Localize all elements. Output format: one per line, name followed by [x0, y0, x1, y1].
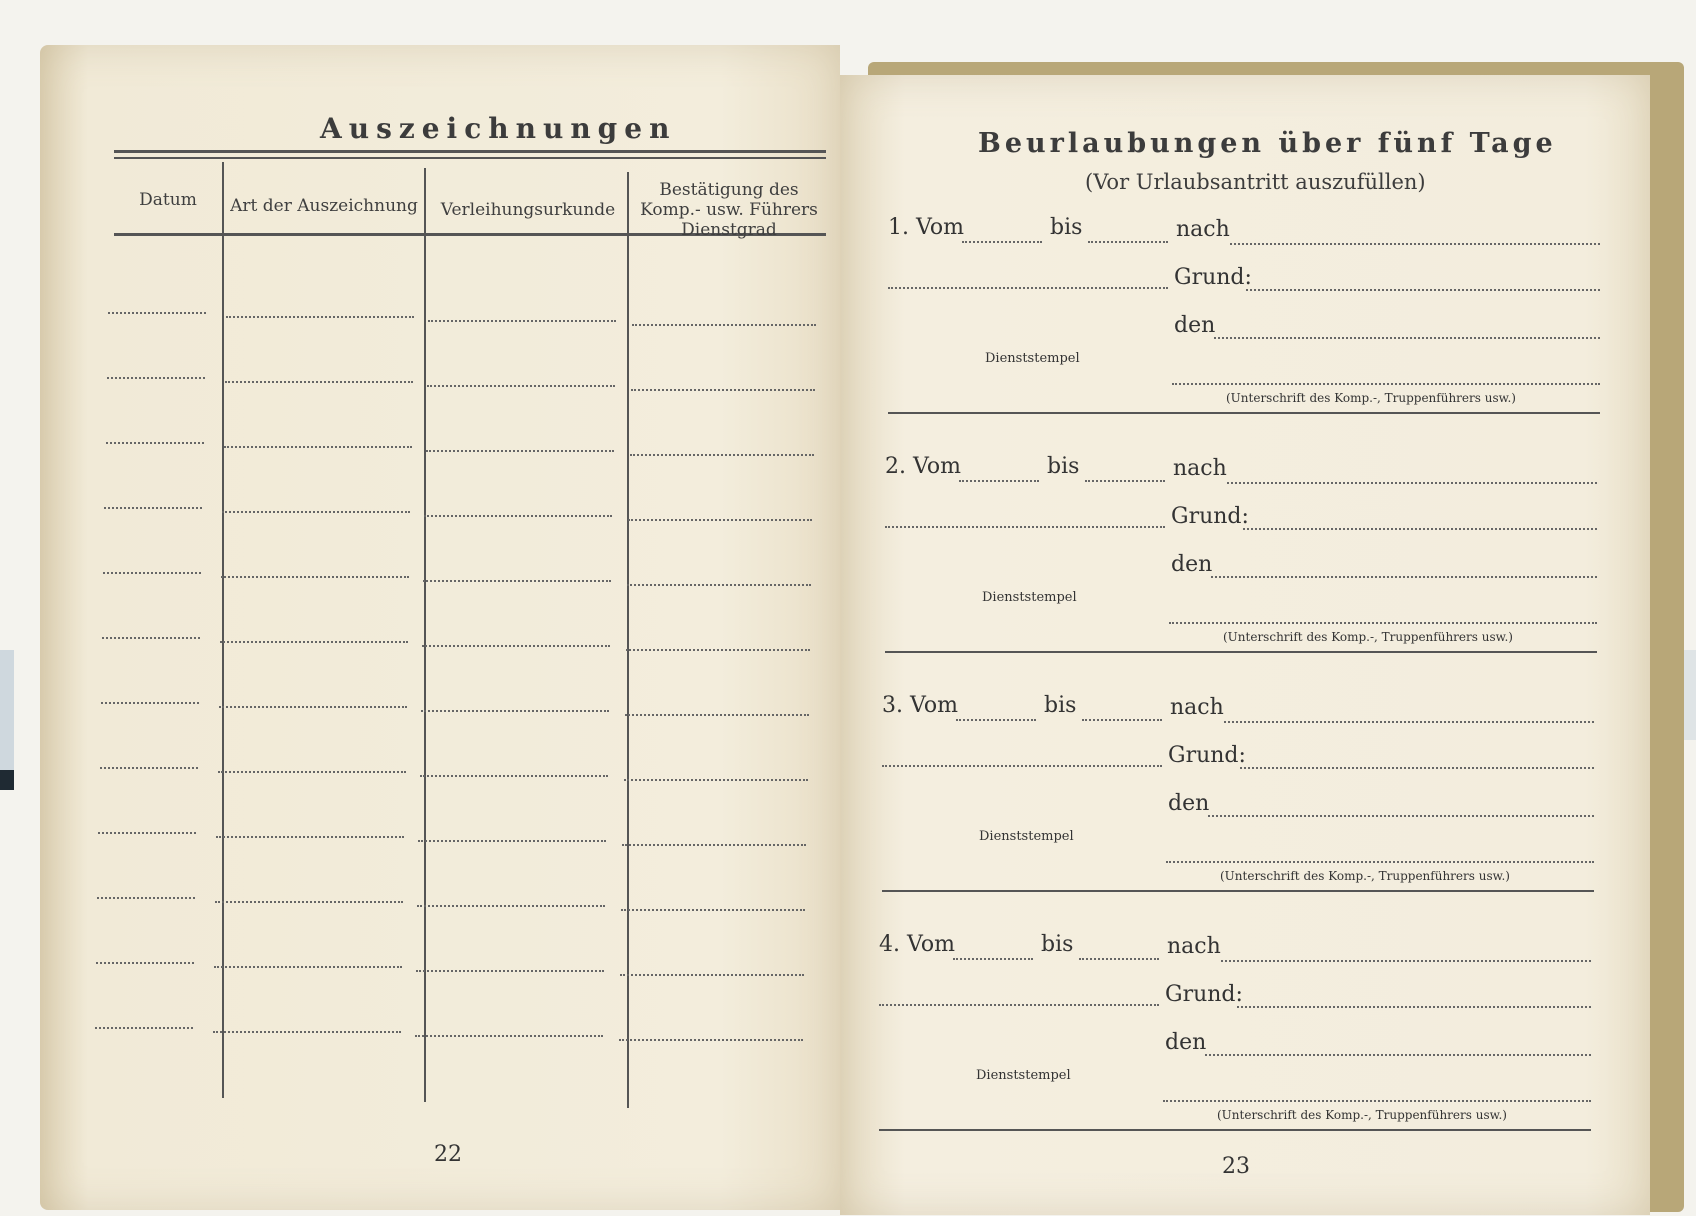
- entry-separator: [882, 890, 1594, 892]
- row-fill-line[interactable]: [621, 909, 805, 911]
- page-number-left: 22: [434, 1142, 462, 1167]
- signature-line[interactable]: [1163, 1100, 1591, 1102]
- column-header-bestaetigung: Bestätigung des Komp.- usw. Führers Dienstgrad: [640, 180, 818, 240]
- row-fill-line[interactable]: [218, 771, 406, 773]
- header-rule-top2: [114, 157, 826, 159]
- row-fill-line[interactable]: [214, 966, 402, 968]
- grund-prefix-line[interactable]: [882, 765, 1162, 767]
- row-fill-line[interactable]: [626, 649, 810, 651]
- row-fill-line[interactable]: [224, 446, 412, 448]
- entry-nach-label: nach: [1173, 456, 1227, 481]
- row-fill-line[interactable]: [103, 572, 201, 574]
- entry-vom-label: 2. Vom: [885, 454, 961, 479]
- scanner-edge: [0, 650, 14, 790]
- row-fill-line[interactable]: [102, 637, 200, 639]
- row-fill-line[interactable]: [423, 580, 611, 582]
- entry-vom-label: 3. Vom: [882, 693, 958, 718]
- row-fill-line[interactable]: [622, 844, 806, 846]
- entry-separator: [885, 651, 1597, 653]
- column-header-datum: Datum: [139, 190, 197, 210]
- bis-date-line[interactable]: [1079, 958, 1159, 960]
- row-fill-line[interactable]: [213, 1031, 401, 1033]
- row-fill-line[interactable]: [98, 832, 196, 834]
- vom-date-line[interactable]: [956, 719, 1036, 721]
- row-fill-line[interactable]: [221, 576, 409, 578]
- entry-grund-label: Grund:: [1174, 265, 1252, 290]
- nach-place-line[interactable]: [1224, 721, 1594, 723]
- vom-date-line[interactable]: [962, 241, 1042, 243]
- den-line[interactable]: [1208, 815, 1594, 817]
- row-fill-line[interactable]: [426, 450, 614, 452]
- entry-den-label: den: [1171, 552, 1213, 577]
- entry-grund-label: Grund:: [1171, 504, 1249, 529]
- row-fill-line[interactable]: [628, 519, 812, 521]
- column-header-art: Art der Auszeichnung: [230, 196, 418, 216]
- entry-grund-label: Grund:: [1165, 982, 1243, 1007]
- row-fill-line[interactable]: [215, 901, 403, 903]
- signature-caption: (Unterschrift des Komp.-, Truppenführers usw.): [1220, 869, 1510, 883]
- entry-vom-label: 4. Vom: [879, 932, 955, 957]
- column-header-urkunde: Verleihungsurkunde: [440, 200, 616, 220]
- row-fill-line[interactable]: [219, 706, 407, 708]
- row-fill-line[interactable]: [632, 324, 816, 326]
- row-fill-line[interactable]: [104, 507, 202, 509]
- nach-place-line[interactable]: [1221, 960, 1591, 962]
- dienststempel-label: Dienststempel: [985, 351, 1080, 366]
- row-fill-line[interactable]: [420, 775, 608, 777]
- grund-line[interactable]: [1243, 528, 1597, 530]
- entry-grund-label: Grund:: [1168, 743, 1246, 768]
- signature-caption: (Unterschrift des Komp.-, Truppenführers usw.): [1223, 630, 1513, 644]
- entry-bis-label: bis: [1041, 932, 1074, 957]
- grund-line[interactable]: [1237, 1006, 1591, 1008]
- right-page-subtitle: (Vor Urlaubsantritt auszufüllen): [1085, 170, 1426, 194]
- row-fill-line[interactable]: [225, 381, 413, 383]
- row-fill-line[interactable]: [620, 974, 804, 976]
- entry-bis-label: bis: [1047, 454, 1080, 479]
- row-fill-line[interactable]: [106, 442, 204, 444]
- row-fill-line[interactable]: [619, 1039, 803, 1041]
- row-fill-line[interactable]: [427, 385, 615, 387]
- entry-separator: [879, 1129, 1591, 1131]
- grund-line[interactable]: [1246, 289, 1600, 291]
- entry-nach-label: nach: [1176, 217, 1230, 242]
- entry-nach-label: nach: [1170, 695, 1224, 720]
- bis-date-line[interactable]: [1085, 480, 1165, 482]
- row-fill-line[interactable]: [96, 962, 194, 964]
- row-fill-line[interactable]: [630, 454, 814, 456]
- right-page: [840, 75, 1650, 1215]
- column-divider: [627, 172, 629, 1108]
- nach-place-line[interactable]: [1227, 482, 1597, 484]
- row-fill-line[interactable]: [101, 702, 199, 704]
- row-fill-line[interactable]: [95, 1027, 193, 1029]
- entry-bis-label: bis: [1050, 215, 1083, 240]
- right-page-title: Beurlaubungen über fünf Tage: [978, 128, 1557, 159]
- row-fill-line[interactable]: [624, 779, 808, 781]
- row-fill-line[interactable]: [220, 641, 408, 643]
- scanner-edge-dark: [0, 770, 14, 790]
- entry-bis-label: bis: [1044, 693, 1077, 718]
- signature-line[interactable]: [1166, 861, 1594, 863]
- entry-separator: [888, 412, 1600, 414]
- row-fill-line[interactable]: [625, 714, 809, 716]
- page-number-right: 23: [1222, 1154, 1250, 1179]
- nach-place-line[interactable]: [1230, 243, 1600, 245]
- bis-date-line[interactable]: [1088, 241, 1168, 243]
- column-divider: [222, 162, 224, 1098]
- row-fill-line[interactable]: [108, 312, 206, 314]
- signature-caption: (Unterschrift des Komp.-, Truppenführers usw.): [1226, 391, 1516, 405]
- column-divider: [424, 168, 426, 1102]
- row-fill-line[interactable]: [100, 767, 198, 769]
- row-fill-line[interactable]: [422, 645, 610, 647]
- dienststempel-label: Dienststempel: [976, 1068, 1071, 1083]
- row-fill-line[interactable]: [424, 515, 612, 517]
- grund-line[interactable]: [1240, 767, 1594, 769]
- row-fill-line[interactable]: [428, 320, 616, 322]
- grund-prefix-line[interactable]: [885, 526, 1165, 528]
- row-fill-line[interactable]: [421, 710, 609, 712]
- row-fill-line[interactable]: [631, 389, 815, 391]
- dienststempel-label: Dienststempel: [982, 590, 1077, 605]
- grund-prefix-line[interactable]: [888, 287, 1168, 289]
- entry-nach-label: nach: [1167, 934, 1221, 959]
- row-fill-line[interactable]: [97, 897, 195, 899]
- bis-date-line[interactable]: [1082, 719, 1162, 721]
- entry-vom-label: 1. Vom: [888, 215, 964, 240]
- vom-date-line[interactable]: [953, 958, 1033, 960]
- entry-den-label: den: [1174, 313, 1216, 338]
- row-fill-line[interactable]: [216, 836, 404, 838]
- vom-date-line[interactable]: [959, 480, 1039, 482]
- dienststempel-label: Dienststempel: [979, 829, 1074, 844]
- row-fill-line[interactable]: [226, 316, 414, 318]
- row-fill-line[interactable]: [418, 840, 606, 842]
- entry-den-label: den: [1168, 791, 1210, 816]
- row-fill-line[interactable]: [417, 905, 605, 907]
- entry-den-label: den: [1165, 1030, 1207, 1055]
- left-page-title: Auszeichnungen: [320, 112, 677, 145]
- signature-caption: (Unterschrift des Komp.-, Truppenführers usw.): [1217, 1108, 1507, 1122]
- row-fill-line[interactable]: [107, 377, 205, 379]
- grund-prefix-line[interactable]: [879, 1004, 1159, 1006]
- signature-line[interactable]: [1169, 622, 1597, 624]
- den-line[interactable]: [1214, 337, 1600, 339]
- signature-line[interactable]: [1172, 383, 1600, 385]
- header-rule-top: [114, 150, 826, 153]
- den-line[interactable]: [1211, 576, 1597, 578]
- row-fill-line[interactable]: [627, 584, 811, 586]
- den-line[interactable]: [1205, 1054, 1591, 1056]
- row-fill-line[interactable]: [415, 1035, 603, 1037]
- row-fill-line[interactable]: [416, 970, 604, 972]
- row-fill-line[interactable]: [222, 511, 410, 513]
